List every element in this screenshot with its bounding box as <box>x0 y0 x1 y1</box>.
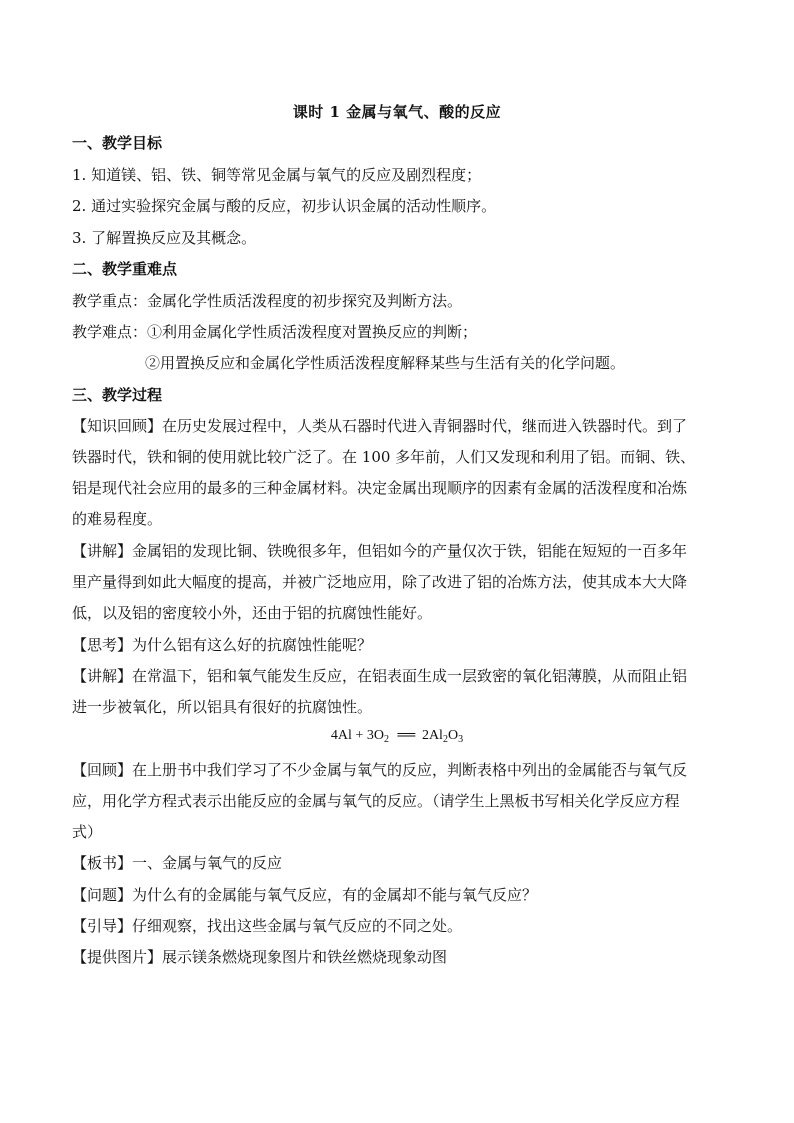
difficulty-text-1: 教学难点：①利用金属化学性质活泼程度对置换反应的判断； <box>72 323 478 341</box>
goal-item-1: 1. 知道镁、铝、铁、铜等常见金属与氧气的反应及剧烈程度； <box>72 166 482 184</box>
paragraph-board: 【板书】一、金属与氧气的反应 <box>72 854 283 872</box>
section-heading-key-points: 二、教学重难点 <box>72 260 178 278</box>
goal-item-2: 2. 通过实验探究金属与酸的反应，初步认识金属的活动性顺序。 <box>72 197 497 215</box>
paragraph-review-line-1: 【知识回顾】在历史发展过程中，人类从石器时代进入青铜器时代，继而进入铁器时代。到了 <box>72 417 688 435</box>
equation-product-part1: 2Al <box>418 728 443 743</box>
equation-reactants: 4Al + 3O <box>330 728 384 743</box>
paragraph-guide: 【引导】仔细观察，找出这些金属与氧气反应的不同之处。 <box>72 917 463 935</box>
section-heading-goals: 一、教学目标 <box>72 134 163 152</box>
key-point-text: 教学重点：金属化学性质活泼程度的初步探究及判断方法。 <box>72 292 463 310</box>
goal-item-3: 3. 了解置换反应及其概念。 <box>72 229 257 247</box>
paragraph-explain-line-1: 【讲解】金属铝的发现比铜、铁晚很多年，但铝如今的产量仅次于铁，铝能在短短的一百多年 <box>72 542 688 560</box>
equation-subscript: 3 <box>458 734 464 745</box>
document-title: 课时 1 金属与氧气、酸的反应 <box>292 103 502 121</box>
paragraph-review-line-2: 铁器时代，铁和铜的使用就比较广泛了。在 100 多年前，人们又发现和利用了铝。而铜、铁、 <box>72 448 696 466</box>
difficulty-text-2: ②用置换反应和金属化学性质活泼程度解释某些与生活有关的化学问题。 <box>145 354 626 372</box>
chemical-equation <box>0 728 794 745</box>
equation-product-part2: O <box>447 728 459 743</box>
section-heading-process: 三、教学过程 <box>72 386 163 404</box>
paragraph-recall-line-3: 式） <box>72 823 103 841</box>
paragraph-recall-line-1: 【回顾】在上册书中我们学习了不少金属与氧气的反应，判断表格中列出的金属能否与氧气反 <box>72 761 688 779</box>
paragraph-explain-line-3: 低，以及铝的密度较小外，还由于铝的抗腐蚀性能好。 <box>72 604 433 622</box>
equation-subscript: 2 <box>442 734 448 745</box>
paragraph-picture: 【提供图片】展示镁条燃烧现象图片和铁丝燃烧现象动图 <box>72 948 448 966</box>
equation-equals-sign: ══ <box>397 728 414 743</box>
paragraph-think: 【思考】为什么铝有这么好的抗腐蚀性能呢？ <box>72 636 373 654</box>
paragraph-recall-line-2: 应，用化学方程式表示出能反应的金属与氧气的反应。（请学生上黑板书写相关化学反应方程 <box>72 792 680 810</box>
paragraph-review-line-4: 的难易程度。 <box>72 510 163 528</box>
paragraph-explain2-line-2: 进一步被氧化，所以铝具有很好的抗腐蚀性。 <box>72 698 373 716</box>
paragraph-explain-line-2: 里产量得到如此大幅度的提高，并被广泛地应用，除了改进了铝的冶炼方法，使其成本大大降 <box>72 573 688 591</box>
equation-subscript: 2 <box>383 734 389 745</box>
paragraph-question: 【问题】为什么有的金属能与氧气反应，有的金属却不能与氧气反应？ <box>72 886 538 904</box>
paragraph-review-line-3: 铝是现代社会应用的最多的三种金属材料。决定金属出现顺序的因素有金属的活泼程度和冶炼 <box>72 479 688 497</box>
paragraph-explain2-line-1: 【讲解】在常温下，铝和氧气能发生反应，在铝表面生成一层致密的氧化铝薄膜，从而阻止铝 <box>72 667 688 685</box>
